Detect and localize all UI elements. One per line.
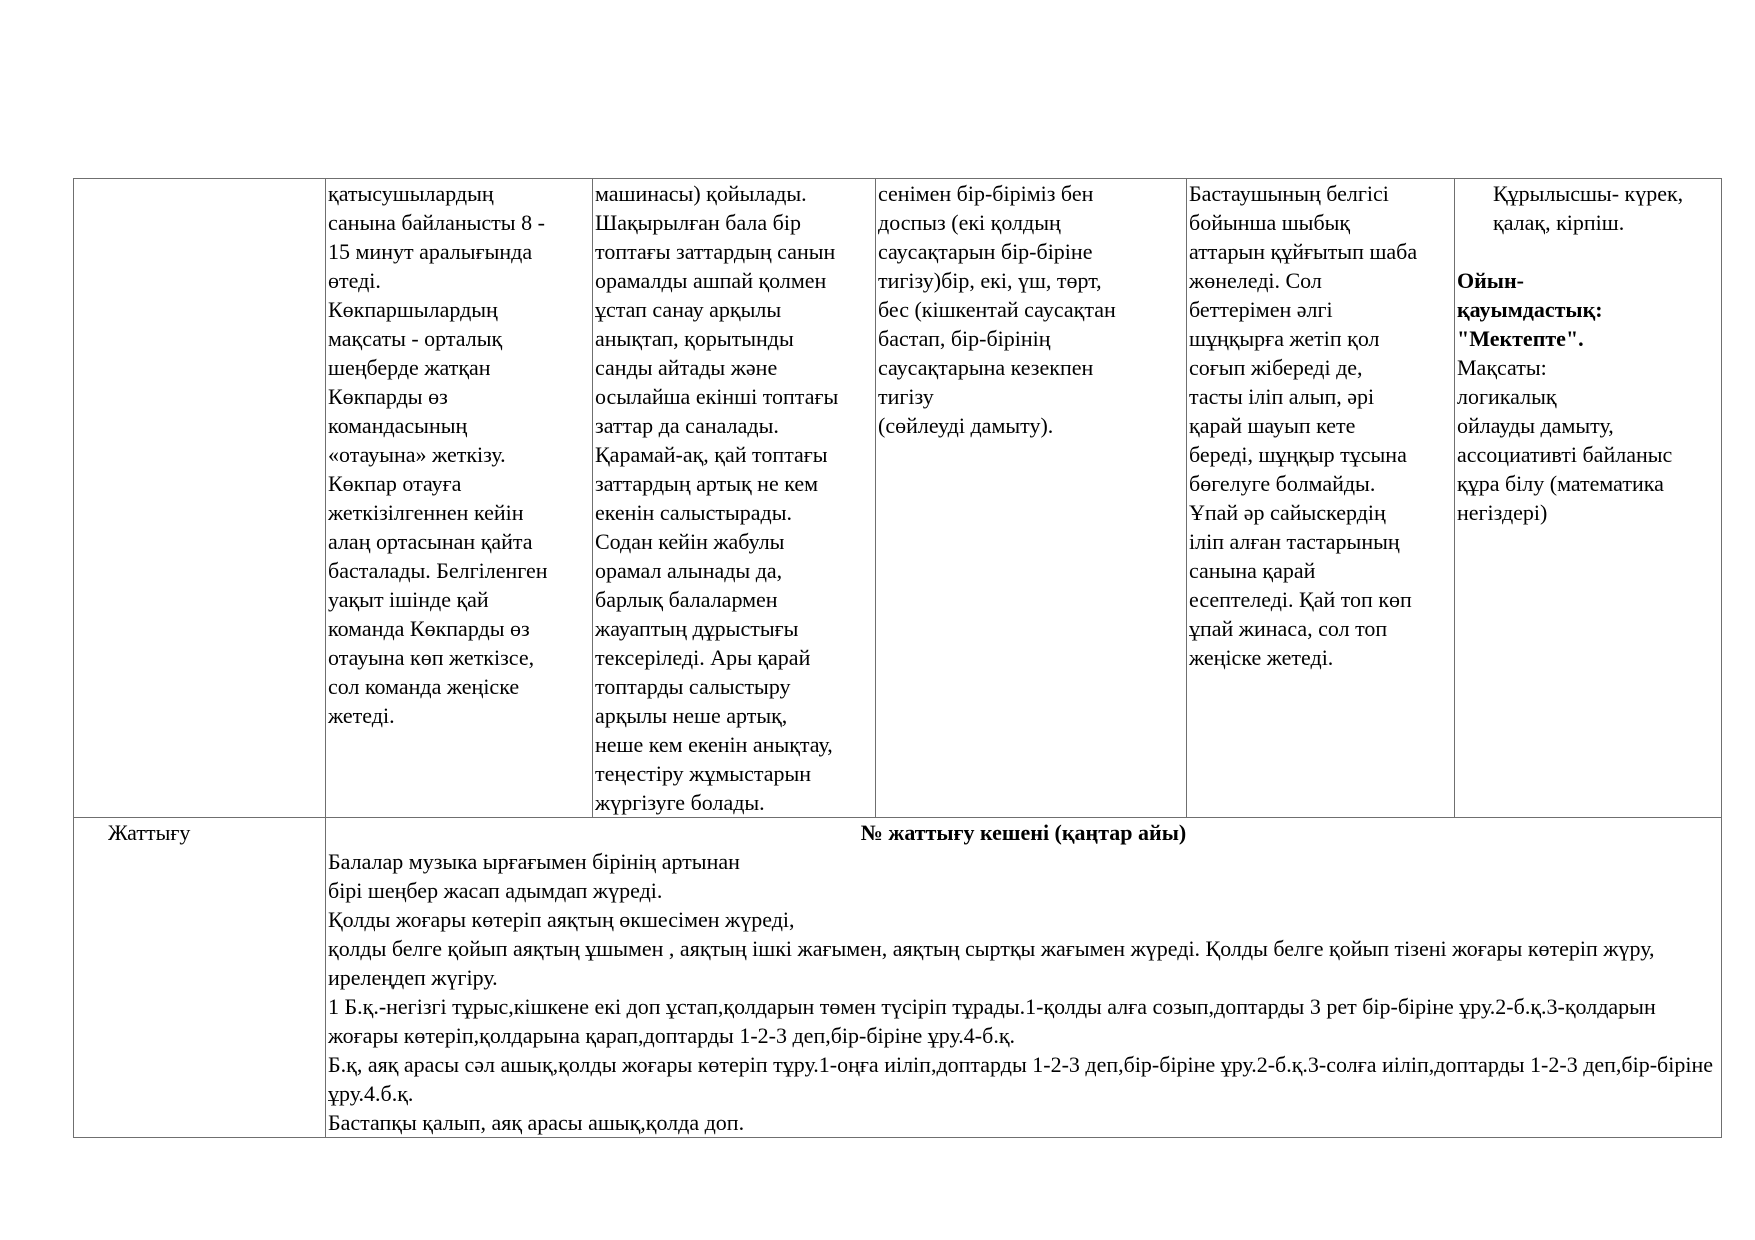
text-line: тексеріледі. Ары қарай [595,645,811,670]
text-line: отауына көп жеткізсе, [328,645,535,670]
text-line: аттарын құйғытып шаба [1189,239,1418,264]
text-line: анықтап, қорытынды [595,326,794,351]
text-line: санына қарай [1189,558,1316,583]
text-line: алаң ортасынан қайта [328,529,533,554]
finger-game-cell [876,179,1187,818]
row-label-cell-empty [74,179,326,818]
text-line: қолды белге қойып аяқтың ұшымен , аяқтың ішкі жағымен, аяқтың сыртқы жағымен жүреді. Қолды белге қойып тізені жоғары көтеріп жүру, ирелеңдеп жүгіру. [328,936,1655,990]
text-line: командасының [328,413,468,438]
text-line: логикалық [1457,384,1557,409]
text-line: құра білу (математика [1457,471,1664,496]
text-line: шұңқырға жетіп қол [1189,326,1380,351]
text-line: неше кем екенін анықтау, [595,732,833,757]
text-line: уақыт ішінде қай [328,587,489,612]
text-line: Құрылысшы- күрек, [1493,181,1684,206]
text-line: ойлауды дамыту, [1457,413,1614,438]
text-line: доспыз (екі қолдың [878,210,1061,235]
text-line: тасты іліп алып, әрі [1189,384,1375,409]
activity-table [73,178,1722,1138]
text-line: беттерімен әлгі [1189,297,1333,322]
exercise-content-cell [326,818,1722,1138]
text-line: тигізу [878,384,934,409]
text-line: қарай шауып кете [1189,413,1356,438]
text-line: бойынша шыбық [1189,210,1351,235]
text-line: Бастаушының белгісі [1189,181,1389,206]
text-line: Қолды жоғары көтеріп аяқтың өкшесімен жүреді, [328,907,795,932]
text-line: машинасы) қойылады. [595,181,807,206]
text-line: (сөйлеуді дамыту). [878,413,1054,438]
text-line: орамал алынады да, [595,558,783,583]
text-line: 15 минут аралығында [328,239,533,264]
text-line: сенімен бір-біріміз бен [878,181,1094,206]
text-line: Қарамай-ақ, қай топтағы [595,442,828,467]
text-line: команда Көкпарды өз [328,616,530,641]
text-line: ұстап санау арқылы [595,297,782,322]
table-row [74,818,1722,1138]
text-line: арқылы неше артық, [595,703,788,728]
text-line: топтарды салыстыру [595,674,791,699]
text-line: жөнеледі. Сол [1189,268,1322,293]
text-line: топтағы заттардың санын [595,239,836,264]
text-line: бес (кішкентай саусақтан [878,297,1116,322]
text-line: жеңіске жетеді. [1189,645,1334,670]
text-line: шеңберде жатқан [328,355,491,380]
text-line: бастап, бір-бірінің [878,326,1051,351]
game-title-line: Ойын- [1457,268,1524,293]
text-line: Бастапқы қалып, аяқ арасы ашық,қолда доп. [328,1110,745,1135]
text-line: заттар да саналады. [595,413,779,438]
text-line: Мақсаты: [1457,355,1547,380]
counting-activity-cell [593,179,876,818]
text-line: ассоциативті байланыс [1457,442,1673,467]
text-line: Балалар музыка ырғағымен бірінің артынан [328,849,740,874]
text-line: береді, шұңқыр тұсына [1189,442,1407,467]
text-line: екенін салыстырады. [595,500,792,525]
text-line: саусақтарын бір-біріне [878,239,1093,264]
game-title-line: "Мектепте". [1457,326,1584,351]
game-title-line: қауымдастық: [1457,297,1603,322]
text-line: орамалды ашпай қолмен [595,268,827,293]
text-line: санына байланысты 8 - [328,210,545,235]
role-play-cell [1455,179,1722,818]
text-line: «отауына» жеткізу. [328,442,506,467]
text-line: Көкпарды өз [328,384,448,409]
text-line: барлық балалармен [595,587,778,612]
text-line: 1 Б.қ.-негізгі тұрыс,кішкене екі доп ұстап,қолдарын төмен түсіріп тұрады.1-қолды алға созып,доптарды 3 рет бір-біріне ұру.2-б.қ.3-қолдарын жоғары көтеріп,қолдарына қарап,доптарды 1-2-3 деп,бір-біріне ұру.4-б.қ. [328,994,1656,1048]
horse-game-cell [1187,179,1455,818]
text-line: Көкпар отауға [328,471,462,496]
text-line: басталады. Белгіленген [328,558,548,583]
text-line: Шақырылған бала бір [595,210,801,235]
text-line: жауаптың дұрыстығы [595,616,799,641]
spacer [1457,237,1719,266]
text-line: жетеді. [328,703,395,728]
text-line: бірі шеңбер жасап адымдап жүреді. [328,878,663,903]
text-line: Көкпаршылардың [328,297,498,322]
text-line: іліп алған тастарының [1189,529,1400,554]
text-line: теңестіру жұмыстарын [595,761,812,786]
text-line: осылайша екінші топтағы [595,384,839,409]
text-line: қалақ, кірпіш. [1493,210,1625,235]
game-description-cell [326,179,593,818]
text-line: соғып жібереді де, [1189,355,1363,380]
text-line: Б.қ, аяқ арасы сәл ашық,қолды жоғары көтеріп тұру.1-оңға иіліп,доптарды 1-2-3 деп,бір-біріне ұру.2-б.қ.3-солға иіліп,доптарды 1-2-3 деп,бір-біріне ұру.4.б.қ. [328,1052,1714,1106]
text-line: өтеді. [328,268,381,293]
text-line: мақсаты - орталық [328,326,503,351]
text-line: саусақтарына кезекпен [878,355,1094,380]
text-line: жеткізілгеннен кейін [328,500,524,525]
text-line: жүргізуге болады. [595,790,765,815]
text-line: қатысушылардың [328,181,494,206]
text-line: ұпай жинаса, сол топ [1189,616,1388,641]
text-line: сол команда жеңіске [328,674,520,699]
text-line: санды айтады және [595,355,778,380]
exercise-label: Жаттығу [108,820,191,845]
text-line: есептеледі. Қай топ көп [1189,587,1412,612]
text-line: Содан кейін жабулы [595,529,785,554]
text-line: заттардың артық не кем [595,471,819,496]
text-line: Ұпай әр сайыскердің [1189,500,1386,525]
table-row [74,179,1722,818]
text-line: бөгелуге болмайды. [1189,471,1376,496]
text-line: негіздері) [1457,500,1548,525]
text-line: тигізу)бір, екі, үш, төрт, [878,268,1102,293]
exercise-complex-title: № жаттығу кешені (қаңтар айы) [860,820,1187,845]
exercise-label-cell [74,818,326,1138]
